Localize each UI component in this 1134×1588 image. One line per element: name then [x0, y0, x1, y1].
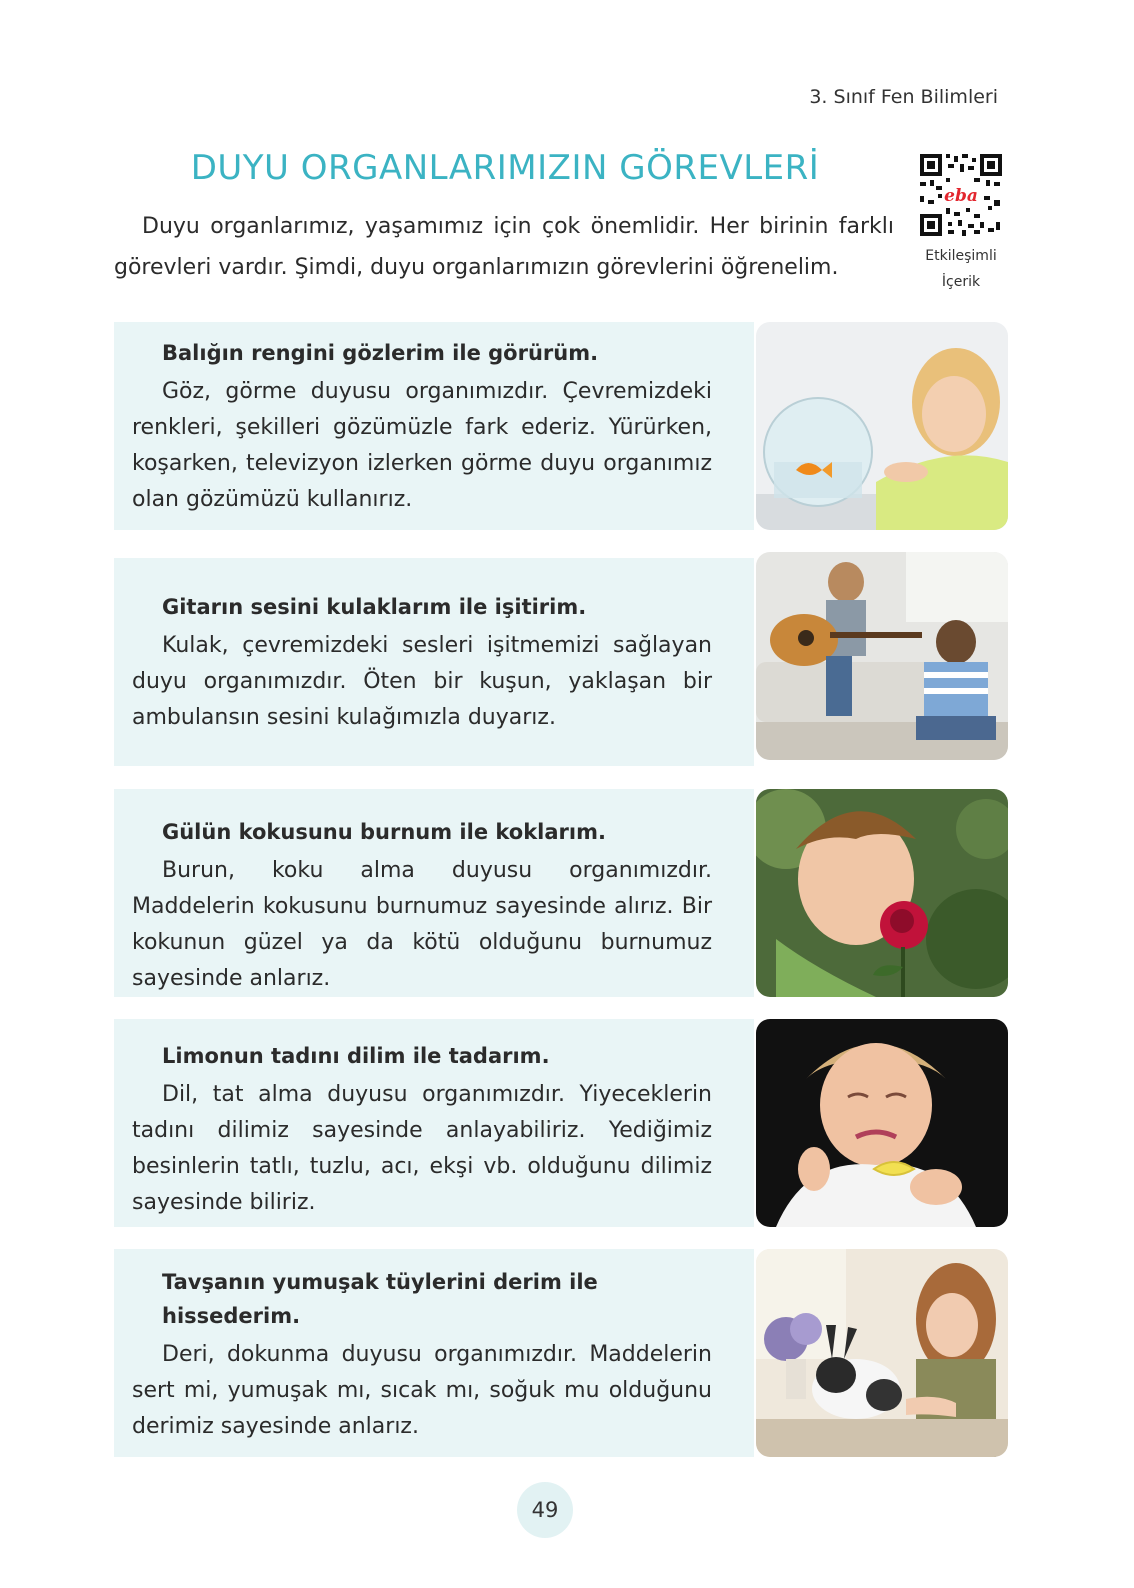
- section-skin: [114, 1249, 754, 1457]
- section-body: Burun, koku alma duyusu organımızdır. Maddelerin kokusunu burnumuz sayesinde alırız. Bir kokunun güzel ya da kötü olduğunu burnumuz sayesinde anlarız.: [132, 858, 712, 991]
- photo-girl-goldfish: [756, 322, 1008, 530]
- book-title: 3. Sınıf Fen Bilimleri: [809, 86, 998, 108]
- photo-boys-guitar: [756, 552, 1008, 760]
- section-heading: Limonun tadını dilim ile tadarım.: [162, 1044, 550, 1068]
- section-body: Kulak, çevremizdeki sesleri işitmemizi sağlayan duyu organımızdır. Öten bir kuşun, yaklaşan bir ambulansın sesini kulağımızla duyarız.: [132, 633, 712, 730]
- qr-label: [916, 243, 1006, 295]
- section-body: Dil, tat alma duyusu organımızdır. Yiyeceklerin tadını dilimiz sayesinde anlayabiliriz. Yediğimiz besinlerin tatlı, tuzlu, acı, ekşi vb. olduğunu dilimiz sayesinde biliriz.: [132, 1082, 712, 1215]
- page-number: 49: [517, 1482, 573, 1538]
- qr-label-line1: Etkileşimli: [925, 248, 997, 264]
- section-heading: Balığın rengini gözlerim ile görürüm.: [162, 341, 599, 365]
- section-tongue: [114, 1019, 754, 1227]
- section-ear: [114, 558, 754, 766]
- page-title: DUYU ORGANLARIMIZIN GÖREVLERİ: [190, 148, 820, 188]
- intro-paragraph: Duyu organlarımız, yaşamımız için çok önemlidir. Her birinin farklı görevleri vardır. Şimdi, duyu organlarımızın görevlerini öğrenelim.: [114, 214, 894, 280]
- photo-boy-rose: [756, 789, 1008, 997]
- section-heading: Gülün kokusunu burnum ile koklarım.: [162, 820, 606, 844]
- eba-logo: eba: [944, 186, 978, 206]
- photo-girl-rabbit: [756, 1249, 1008, 1457]
- photo-boy-lemon: [756, 1019, 1008, 1227]
- section-eye: [114, 322, 754, 530]
- qr-label-line2: İçerik: [941, 274, 981, 290]
- section-heading: Gitarın sesini kulaklarım ile işitirim.: [162, 595, 587, 619]
- section-body: Göz, görme duyusu organımızdır. Çevremizdeki renkleri, şekilleri gözümüzle fark ederiz. Yürürken, koşarken, televizyon izlerken görme duyu organımız olan gözümüzü kullanırız.: [132, 379, 712, 512]
- section-heading: Tavşanın yumuşak tüylerini derim ile hissederim.: [162, 1270, 598, 1328]
- section-nose: [114, 789, 754, 997]
- section-body: Deri, dokunma duyusu organımızdır. Maddelerin sert mi, yumuşak mı, sıcak mı, soğuk mu olduğunu derimiz sayesinde anlarız.: [132, 1342, 712, 1439]
- qr-code-icon[interactable]: [918, 152, 1004, 238]
